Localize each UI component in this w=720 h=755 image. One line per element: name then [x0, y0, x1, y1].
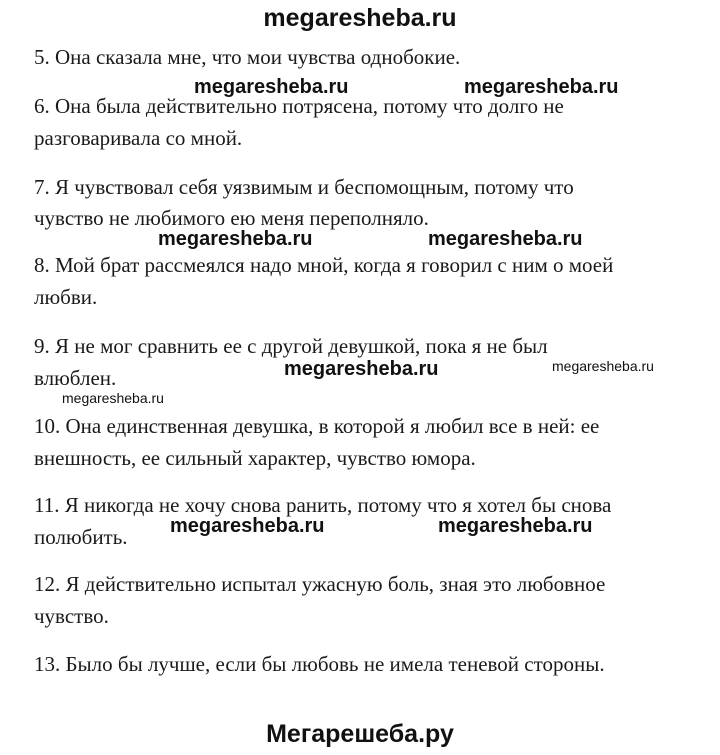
watermark-inline: megaresheba.ru: [438, 515, 593, 537]
sentence-12-line-2: чувство.: [34, 604, 109, 628]
header-watermark: megaresheba.ru: [263, 4, 457, 32]
watermark-small: megaresheba.ru: [552, 358, 654, 374]
watermark-inline: megaresheba.ru: [158, 228, 313, 250]
watermark-small: megaresheba.ru: [62, 390, 164, 406]
watermark-inline: megaresheba.ru: [194, 76, 349, 98]
sentence-7-line-1: 7. Я чувствовал себя уязвимым и беспомощным, потому что: [34, 175, 574, 199]
sentence-10-line-2: внешность, ее сильный характер, чувство юмора.: [34, 446, 476, 470]
sentence-10-line-1: 10. Она единственная девушка, в которой я любил все в ней: ее: [34, 414, 600, 438]
sentence-13-line-1: 13. Было бы лучше, если бы любовь не имела теневой стороны.: [34, 652, 605, 676]
sentence-9-line-1: 9. Я не мог сравнить ее с другой девушкой, пока я не был: [34, 334, 548, 358]
sentence-9-line-2: влюблен.: [34, 366, 117, 390]
watermark-inline: megaresheba.ru: [464, 76, 619, 98]
sentence-11-line-1: 11. Я никогда не хочу снова ранить, потому что я хотел бы снова: [34, 493, 612, 517]
sentence-6-line-1: 6. Она была действительно потрясена, потому что долго не: [34, 94, 564, 118]
sentence-5-line-1: 5. Она сказала мне, что мои чувства однобокие.: [34, 45, 461, 69]
sentence-8-line-2: любви.: [34, 285, 98, 309]
sentence-11-line-2: полюбить.: [34, 525, 128, 549]
sentence-7-line-2: чувство не любимого ею меня переполняло.: [34, 206, 429, 230]
sentence-6-line-2: разговаривала со мной.: [34, 126, 243, 150]
sentence-12-line-1: 12. Я действительно испытал ужасную боль, зная это любовное: [34, 572, 606, 596]
watermark-inline: megaresheba.ru: [428, 228, 583, 250]
sentence-8-line-1: 8. Мой брат рассмеялся надо мной, когда я говорил с ним о моей: [34, 253, 614, 277]
watermark-inline: megaresheba.ru: [170, 515, 325, 537]
watermark-inline: megaresheba.ru: [284, 358, 439, 380]
footer-watermark: Мегарешеба.ру: [266, 720, 454, 748]
